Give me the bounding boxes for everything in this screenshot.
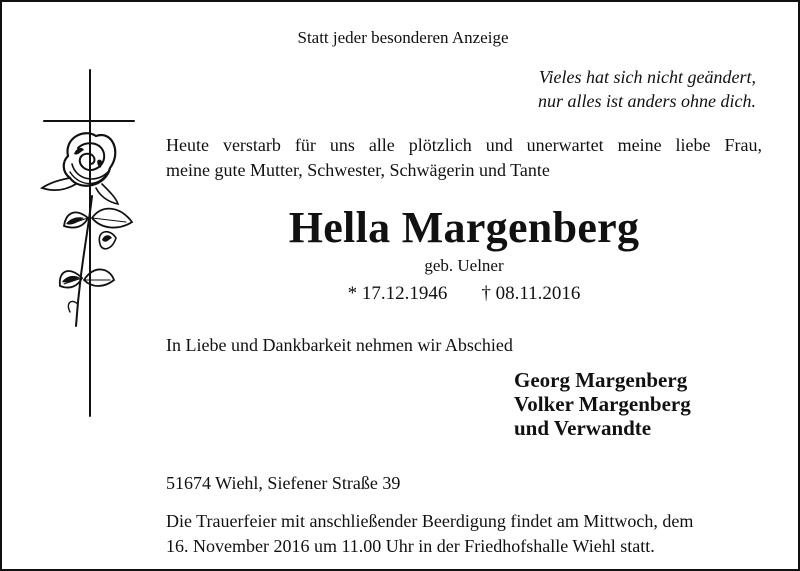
header-line [2, 28, 798, 48]
signer-1: Georg Margenberg [514, 368, 688, 392]
funeral-notice [166, 509, 762, 559]
death-date: † 08.11.2016 [481, 283, 581, 304]
quote-block [538, 65, 756, 113]
intro-line-1: Heute verstarb für uns alle plötzlich und unerwartet meine liebe Frau, [166, 135, 762, 155]
birth-name: geb. Uelner [424, 256, 504, 275]
quote-line-2: nur alles ist anders ohne dich. [538, 91, 756, 111]
header-text: Statt jeder besonderen Anzeige [297, 28, 509, 47]
intro-paragraph [166, 133, 762, 183]
deceased-name: Hella Margenberg [288, 203, 640, 252]
funeral-line-1-text: Die Trauerfeier mit anschließender Beerdigung findet am Mittwoch, dem [166, 511, 694, 531]
funeral-line-2: 16. November 2016 um 11.00 Uhr in der Friedhofshalle Wiehl statt. [166, 536, 655, 556]
cross-with-rose-icon [40, 68, 140, 418]
intro-line-2: meine gute Mutter, Schwester, Schwägerin und Tante [166, 160, 550, 180]
signer-3: und Verwandte [514, 416, 652, 440]
birth-date: * 17.12.1946 [347, 283, 448, 304]
signers-list [514, 368, 691, 440]
signer-2: Volker Margenberg [514, 392, 691, 416]
funeral-line-1 [166, 509, 762, 534]
quote-line-1: Vieles hat sich nicht geändert, [538, 67, 756, 87]
farewell-line: In Liebe und Dankbarkeit nehmen wir Abschied [166, 335, 513, 355]
address-line: 51674 Wiehl, Siefener Straße 39 [166, 473, 401, 493]
life-dates [166, 283, 762, 305]
